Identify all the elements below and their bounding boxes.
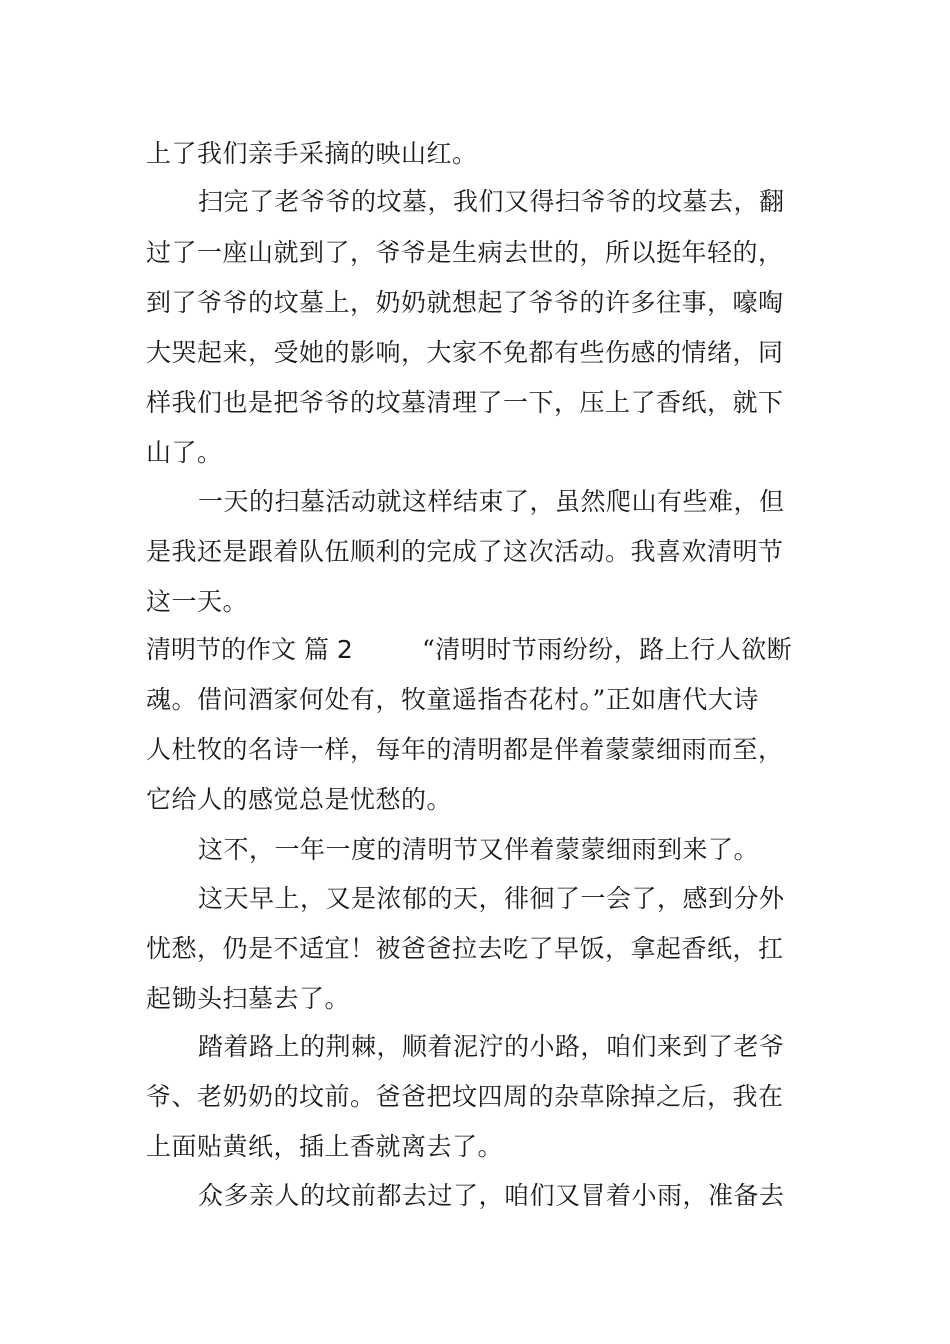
paragraph-line: 它给人的感觉总是忧愁的。 bbox=[146, 785, 453, 814]
paragraph-line: “清明时节雨纷纷，路上行人欲断 bbox=[422, 635, 793, 664]
paragraph-line: 是我还是跟着队伍顺利的完成了这次活动。我喜欢清明节 bbox=[146, 537, 784, 566]
paragraph-line: 扫完了老爷爷的坟墓，我们又得扫爷爷的坟墓去，翻 bbox=[198, 187, 785, 216]
paragraph-line: 上了我们亲手采摘的映山红。 bbox=[146, 139, 478, 168]
paragraph-line: 到了爷爷的坟墓上，奶奶就想起了爷爷的许多往事，嚎啕 bbox=[146, 288, 784, 317]
paragraph-line: 上面贴黄纸，插上香就离去了。 bbox=[146, 1132, 504, 1161]
paragraph-line: 这不，一年一度的清明节又伴着蒙蒙细雨到来了。 bbox=[198, 835, 760, 864]
paragraph-line: 过了一座山就到了，爷爷是生病去世的，所以挺年轻的， bbox=[146, 238, 784, 267]
paragraph-line: 样我们也是把爷爷的坟墓清理了一下，压上了香纸，就下 bbox=[146, 388, 784, 417]
paragraph-line: 忧愁，仍是不适宜！被爸爸拉去吃了早饭，拿起香纸，扛 bbox=[146, 934, 784, 963]
paragraph-line: 人杜牧的名诗一样，每年的清明都是伴着蒙蒙细雨而至， bbox=[146, 735, 784, 764]
paragraph-line: 魂。借问酒家何处有，牧童遥指杏花村。”正如唐代大诗 bbox=[146, 685, 759, 714]
paragraph-line: 一天的扫墓活动就这样结束了，虽然爬山有些难，但 bbox=[198, 487, 785, 516]
paragraph-line: 踏着路上的荆棘，顺着泥泞的小路，咱们来到了老爷 bbox=[198, 1032, 785, 1061]
paragraph-line: 众多亲人的坟前都去过了，咱们又冒着小雨，准备去 bbox=[198, 1181, 785, 1210]
paragraph-line: 大哭起来，受她的影响，大家不免都有些伤感的情绪，同 bbox=[146, 338, 784, 367]
paragraph-line: 山了。 bbox=[146, 438, 223, 467]
paragraph-line: 这一天。 bbox=[146, 587, 249, 616]
paragraph-line: 起锄头扫墓去了。 bbox=[146, 984, 351, 1013]
paragraph-line: 这天早上，又是浓郁的天，徘徊了一会了，感到分外 bbox=[198, 884, 785, 913]
section-heading: 清明节的作文 篇 2 bbox=[146, 635, 353, 664]
paragraph-line: 爷、老奶奶的坟前。爸爸把坟四周的杂草除掉之后，我在 bbox=[146, 1082, 784, 1111]
